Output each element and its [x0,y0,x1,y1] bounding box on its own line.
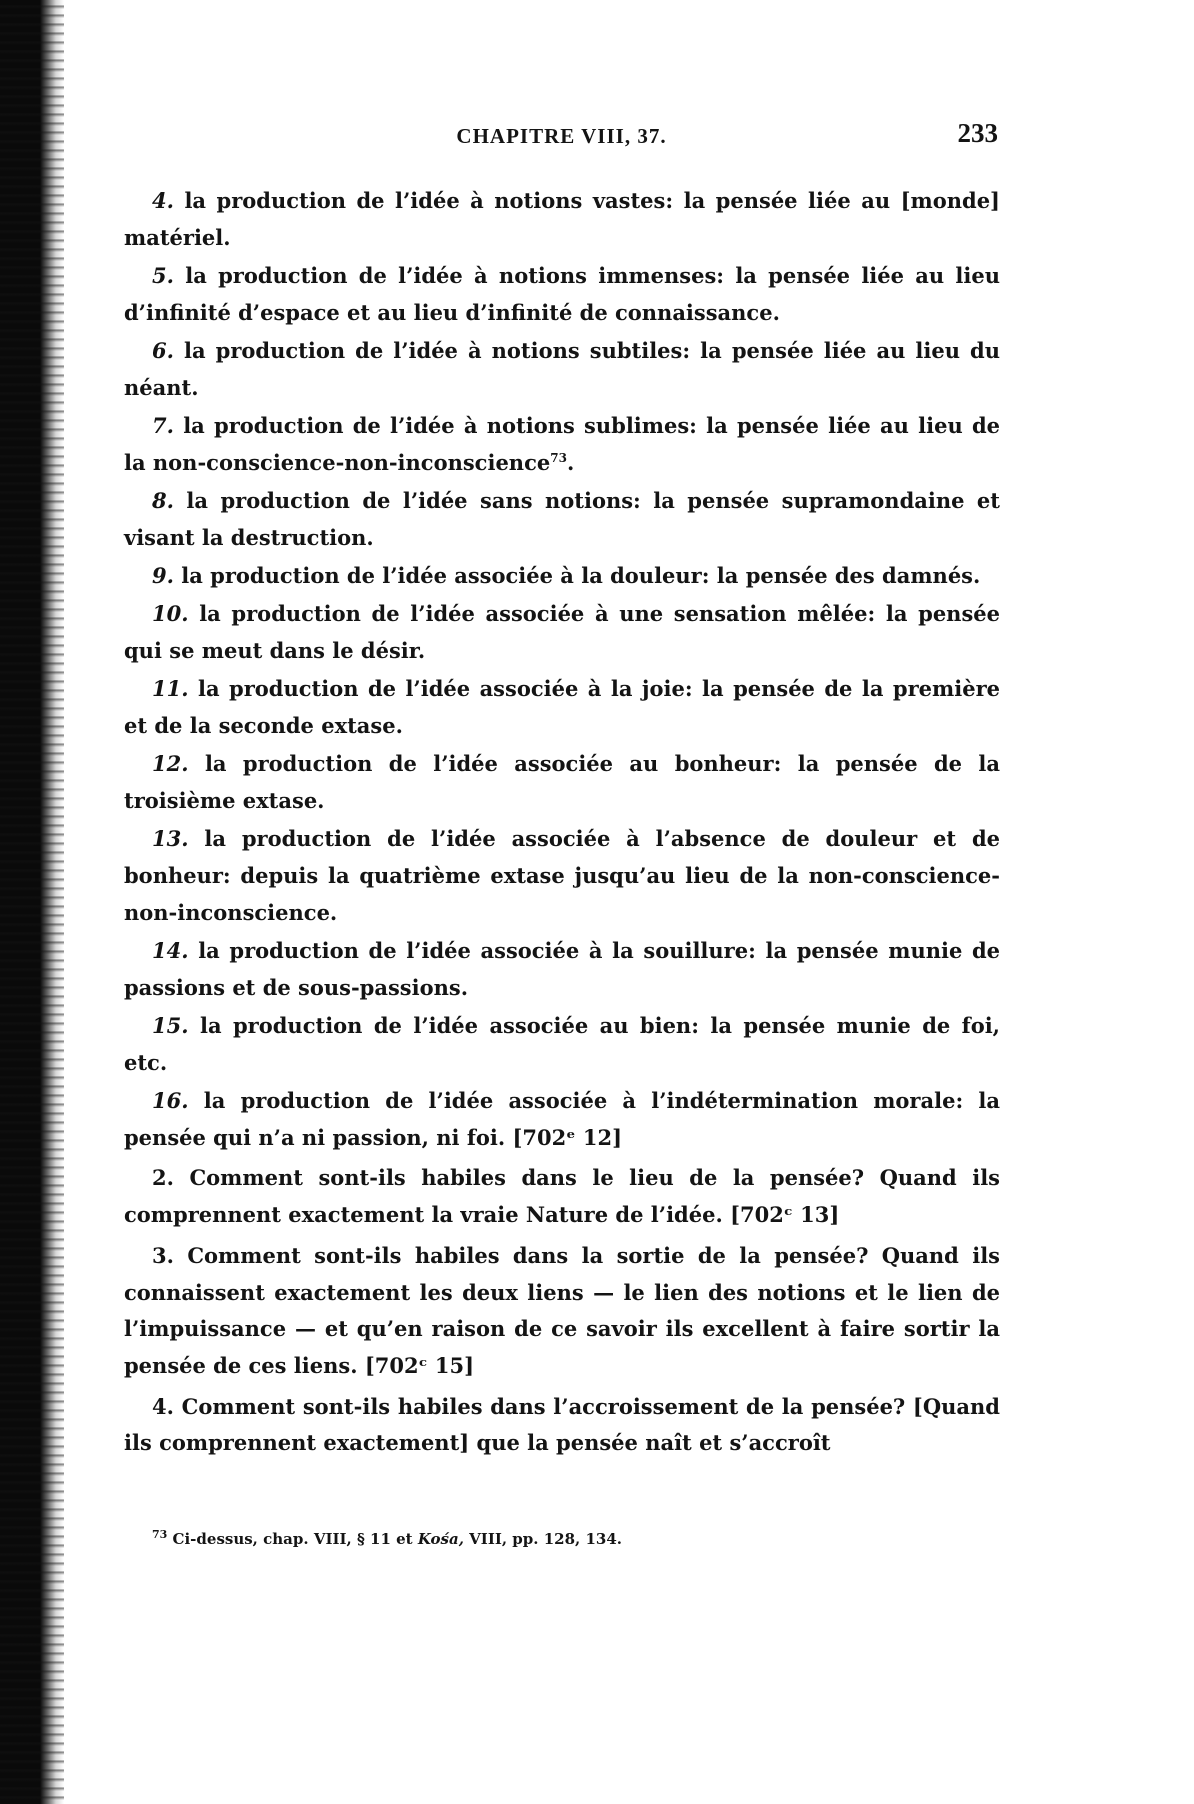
item-number: 4. [152,188,174,213]
footnote-mark: 73 [152,1528,168,1541]
main-paragraph [124,1389,1000,1462]
item-number: 16. [152,1088,189,1113]
footnote [152,1528,972,1548]
list-item [124,408,1000,481]
footnote-italic-title: Kośa, [417,1530,464,1548]
item-number: 14. [152,938,189,963]
list-item [124,333,1000,406]
paragraph-number: 4. [152,1393,174,1419]
footnote-text: Ci-dessus, chap. VIII, § 11 et [172,1530,413,1548]
item-number: 10. [152,601,189,627]
footnote-text-end: VIII, pp. 128, 134. [469,1530,623,1548]
list-item [124,183,1000,256]
list-item [124,746,1000,819]
paragraph-text: Comment sont-ils habiles dans la sortie de la pensée? Quand ils connaissent exactement les deux liens — le lien des notions et le lien de l’impuissance — et qu’en raison de ce savoir ils excellent à faire sortir la pensée de ces liens. [702ᶜ 15] [124,1242,1000,1378]
main-paragraph [124,1160,1000,1233]
main-paragraph [124,1238,1000,1385]
item-number: 5. [152,263,174,288]
paragraph-text: Comment sont-ils habiles dans l’accroissement de la pensée? [Quand ils comprennent exactement] que la pensée naît et s’accroît [124,1393,1000,1456]
item-text: la production de l’idée associée à une sensation mêlée: la pensée qui se meut dans le désir. [124,601,1000,663]
item-number: 12. [152,751,189,777]
list-item [124,821,1000,931]
scan-binding-edge [0,0,64,1804]
list-item [124,483,1000,556]
list-item [124,558,1000,595]
list-item [124,671,1000,744]
item-text: la production de l’idée à notions immenses: la pensée liée au lieu d’infinité d’espace et au lieu d’infinité de connaissance. [124,263,1000,325]
item-text: la production de l’idée à notions vastes: la pensée liée au [monde] matériel. [124,188,1000,250]
paragraph-number: 3. [152,1242,174,1268]
item-text: la production de l’idée associée au bonheur: la pensée de la troisième extase. [124,751,1001,813]
item-number: 15. [152,1013,189,1038]
item-text: la production de l’idée à notions subtiles: la pensée liée au lieu du néant. [124,338,1001,400]
item-number: 6. [152,338,174,363]
page-header [125,118,998,158]
running-head: CHAPITRE VIII, 37. [456,124,667,148]
list-item [124,596,1000,669]
paragraph-text: Comment sont-ils habiles dans le lieu de la pensée? Quand ils comprennent exactement la vraie Nature de l’idée. [702ᶜ 13] [124,1165,1000,1228]
item-text: la production de l’idée associée au bien: la pensée munie de foi, etc. [124,1013,1000,1075]
page-number: 233 [957,118,998,148]
item-text: la production de l’idée associée à l’indétermination morale: la pensée qui n’a ni passion, ni foi. [702ᵉ 12] [124,1088,1001,1150]
list-item [124,258,1000,331]
item-text: la production de l’idée associée à la douleur: la pensée des damnés. [181,563,981,588]
page-body [124,183,1000,1464]
item-number: 7. [152,413,174,438]
item-number: 11. [152,676,189,702]
item-text: la production de l’idée associée à l’absence de douleur et de bonheur: depuis la quatrième extase jusqu’au lieu de la non-conscience-non-inconscience. [124,826,1000,925]
list-item [124,1083,1000,1156]
list-item [124,1008,1000,1081]
item-number: 13. [152,826,189,852]
item-number: 9. [152,563,174,588]
paragraph-number: 2. [152,1165,174,1191]
item-text: la production de l’idée associée à la joie: la pensée de la première et de la seconde extase. [124,676,1001,738]
item-text: la production de l’idée associée à la souillure: la pensée munie de passions et de sous-passions. [124,938,1001,1000]
footnote-reference: 73 [550,450,567,465]
item-number: 8. [152,488,174,513]
item-text: la production de l’idée sans notions: la pensée supramondaine et visant la destruction. [124,488,1000,550]
list-item [124,933,1000,1006]
item-text-end: . [566,449,575,475]
item-text: la production de l’idée à notions sublimes: la pensée liée au lieu de la non-conscience-non-inconscience [124,413,1000,475]
